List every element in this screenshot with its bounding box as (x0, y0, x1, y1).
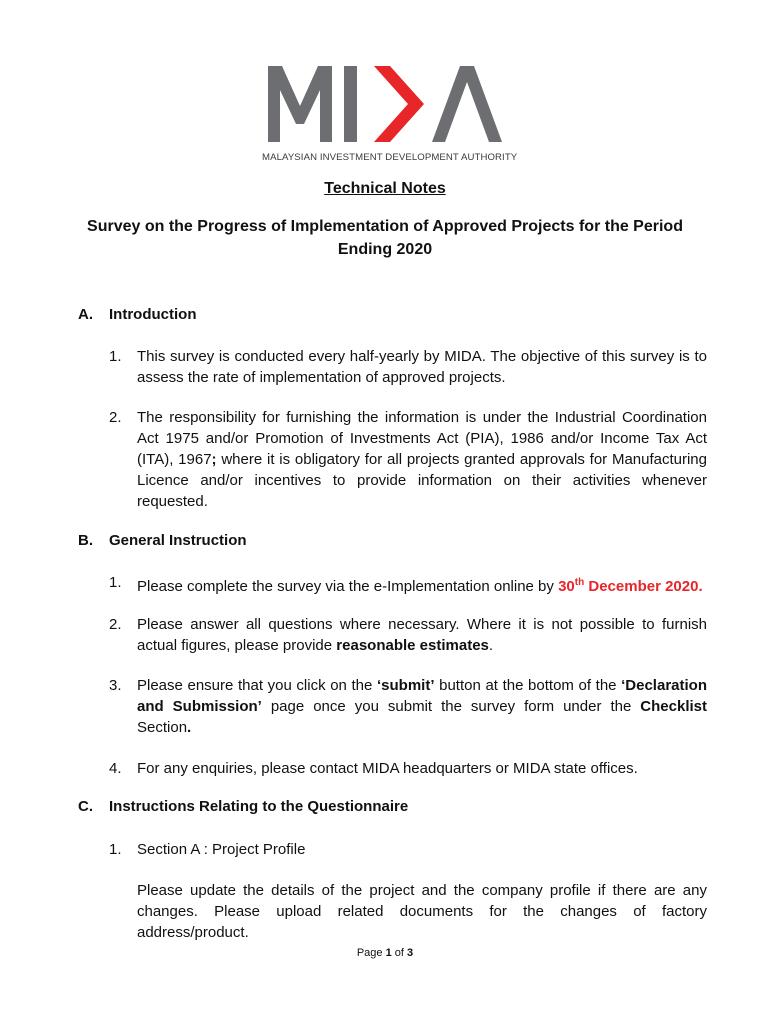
section-a-heading (78, 306, 196, 323)
logo-letter-m (268, 66, 332, 142)
list-item (109, 346, 707, 388)
item-number: 4. (109, 760, 122, 777)
logo-letter-i (344, 66, 357, 142)
item-text: Please answer all questions where necessary. Where it is not possible to furnish actual figures, please provide reasonable estimates. (137, 616, 707, 654)
list-item (109, 675, 707, 738)
section-letter: C. (78, 798, 93, 815)
section-letter: A. (78, 306, 93, 323)
list-item (109, 839, 707, 860)
item-number: 1. (109, 348, 122, 365)
section-b-heading (78, 532, 247, 549)
item-text: The responsibility for furnishing the information is under the Industrial Coordination Act 1975 and/or Promotion of Investments Act (PIA), 1986 and/or Income Tax Act (ITA), 1967; where it is obligatory for all projects granted approvals for Manufacturing Licence and/or incentives to provide information on their activities whenever requested. (137, 409, 707, 510)
section-c-heading (78, 798, 408, 815)
list-item (109, 758, 707, 779)
list-item (109, 614, 707, 656)
page-footer: Page 1 of 3 (356, 947, 414, 959)
document-title: Technical Notes (324, 180, 446, 197)
list-item (109, 407, 707, 512)
item-text: Section A : Project Profile (137, 841, 306, 858)
item-text: Please complete the survey via the e-Implementation online by 30th December 2020. (137, 577, 703, 595)
mida-logo (262, 58, 518, 168)
item-text: Please ensure that you click on the ‘submit’ button at the bottom of the ‘Declaration and Submission’ page once you submit the survey form under the Checklist Section. (137, 677, 707, 736)
logo-letter-a (432, 66, 502, 142)
item-number: 2. (109, 409, 122, 426)
section-letter: B. (78, 532, 93, 549)
item-text: For any enquiries, please contact MIDA headquarters or MIDA state offices. (137, 760, 638, 777)
item-number: 1. (109, 841, 122, 858)
section-title: Instructions Relating to the Questionnaire (109, 798, 409, 815)
section-title: Introduction (109, 306, 197, 323)
mida-logo-mark (262, 58, 510, 148)
item-number: 2. (109, 616, 122, 633)
section-title: General Instruction (109, 532, 247, 549)
item-number: 1. (109, 574, 122, 591)
logo-letter-d-chevron (374, 66, 424, 142)
item-text: This survey is conducted every half-yearly by MIDA. The objective of this survey is to assess the rate of implementation of approved projects. (137, 348, 707, 386)
section-c-paragraph: Please update the details of the project and the company profile if there are any changes. Please upload related documents for the changes of factory address/product. (137, 882, 707, 941)
logo-subtitle: MALAYSIAN INVESTMENT DEVELOPMENT AUTHORITY (262, 152, 518, 163)
list-item (109, 572, 707, 597)
deadline-date: 30th December 2020. (558, 577, 703, 595)
item-number: 3. (109, 677, 122, 694)
document-subtitle: Survey on the Progress of Implementation of Approved Projects for the Period Ending 2020 (87, 218, 683, 258)
